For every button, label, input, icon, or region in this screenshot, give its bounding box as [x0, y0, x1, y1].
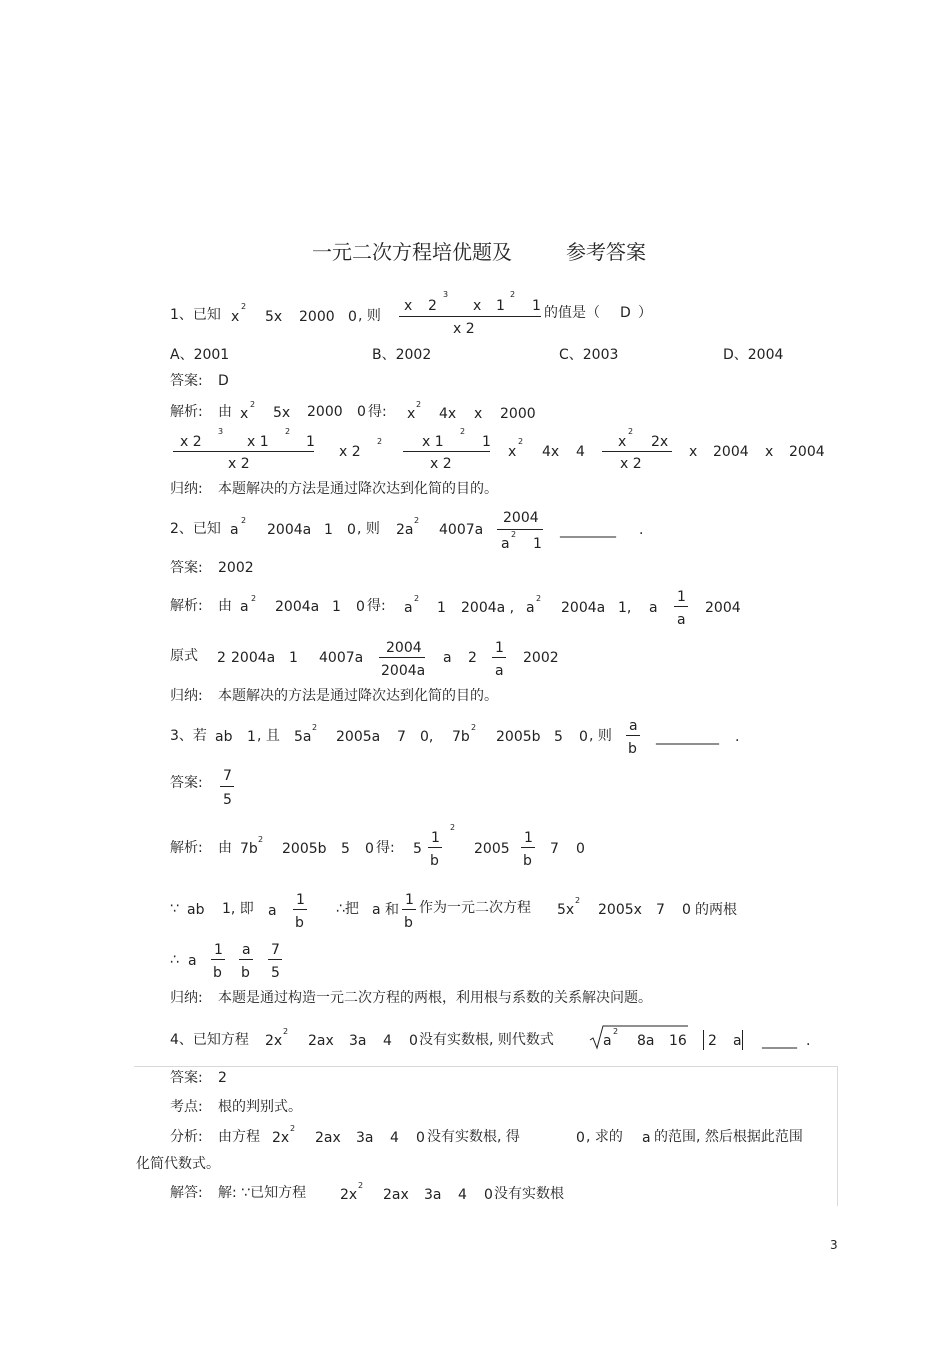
q1-l2-f2-num2: 1	[482, 434, 491, 450]
q2-then: , 则	[357, 521, 380, 537]
q3-l3-2005x: 2005x	[598, 902, 642, 918]
q4-fx-4t: 的范围, 然后根据此范围	[654, 1129, 803, 1145]
title-answers: 参考答案	[566, 240, 646, 264]
q4-jd-4: 4	[458, 1187, 467, 1203]
q2-solution-label: 解析:	[170, 598, 203, 614]
q4-jd-1: 解: ∵已知方程	[218, 1185, 307, 1201]
answer-frame-top	[134, 1066, 838, 1067]
q3-l4-f2-num: a	[242, 942, 251, 958]
q3-l4-f3-bar	[268, 959, 282, 960]
q2-s-exp: 2	[251, 594, 257, 603]
q2-o-4007a: 4007a	[319, 650, 364, 666]
q1-l2-f1-num3: 1	[306, 434, 315, 450]
q3-2005a: 2005a	[336, 729, 381, 745]
q2-s-frac-bar	[674, 606, 688, 607]
q1-l2-f2-bar	[403, 451, 490, 452]
q4-2ax: 2ax	[308, 1033, 334, 1049]
q3-l3-because: ∵	[170, 901, 179, 917]
q2-s-frac-den: a	[677, 612, 686, 628]
q2-0: 0	[347, 522, 356, 538]
q1-sol-xx: x	[474, 406, 483, 422]
q2-o-2004a: 2004a	[231, 650, 276, 666]
q2-frac-den-1: 1	[533, 536, 542, 552]
q3-l4-f2-bar	[239, 959, 253, 960]
q1-tail: 的值是（	[544, 305, 600, 321]
q1-sol-x2: x	[407, 406, 416, 422]
q3-l4-f2-den: b	[241, 965, 250, 981]
q3-answer-den: 5	[223, 792, 232, 808]
q4-topic-label: 考点:	[170, 1099, 203, 1115]
q2-s-1b: 1	[437, 600, 446, 616]
answer-frame-right	[837, 1066, 838, 1206]
q2-s-a4: a	[649, 600, 658, 616]
q3-frac-den: b	[628, 741, 637, 757]
q1-5x: 5x	[265, 309, 283, 325]
q1-option-d: D、2004	[723, 347, 784, 363]
q2-o-2002: 2002	[523, 650, 559, 666]
q1-summary: 本题解决的方法是通过降次达到化简的目的。	[218, 481, 498, 497]
q3-exp2: 2	[471, 723, 477, 732]
q2-o-frac-num: 2004	[386, 640, 422, 656]
q1-l2-f1-exp3: 3	[218, 427, 224, 436]
q3-l3-a: a	[268, 903, 277, 919]
q1-answer: D	[218, 373, 229, 389]
q4-solve-label: 解答:	[170, 1185, 203, 1201]
q4-fx-3a: 3a	[356, 1130, 374, 1146]
q4-fx-2ax: 2ax	[315, 1130, 341, 1146]
q1-option-a: A、2001	[170, 347, 230, 363]
q1-l2-f1-exp2: 2	[285, 427, 291, 436]
q3-prefix: 3、若	[170, 728, 207, 744]
q1-option-b: B、2002	[372, 347, 432, 363]
q1-num-exp2: 2	[510, 290, 516, 299]
q4-analysis-label: 分析:	[170, 1129, 203, 1145]
q1-l2-4x: 4x	[542, 444, 560, 460]
q3-l3-a2: a 和	[372, 902, 400, 918]
q3-l4-f1-bar	[211, 959, 225, 960]
q1-num-x: x	[404, 298, 413, 314]
q1-l2-4: 4	[576, 444, 585, 460]
q3-s-f1-exp: 2	[450, 823, 456, 832]
q1-l2-f1-den: x 2	[228, 456, 250, 472]
q3-0b: 0	[579, 729, 588, 745]
q2-original-label: 原式	[170, 648, 198, 664]
q3-ab: ab	[215, 729, 233, 745]
q1-sol-by: 由	[218, 404, 232, 420]
q4-sq-exp: 2	[613, 1027, 619, 1036]
q2-o-1: 1	[289, 650, 298, 666]
q3-and: , 且	[257, 728, 280, 744]
q2-frac-num: 2004	[503, 510, 539, 526]
q2-s-2004: 2004	[705, 600, 741, 616]
q3-l3-therefore: ∴把	[336, 901, 359, 917]
q2-answer: 2002	[218, 560, 254, 576]
q3-s-2005: 2005	[474, 841, 510, 857]
q4-fx-cont: 化简代数式。	[136, 1156, 220, 1172]
q3-s-f2-den: b	[523, 853, 532, 869]
q2-s-a: a	[240, 599, 249, 615]
q1-l2-f1-num: x 2	[180, 434, 202, 450]
q1-answer-label: 答案:	[170, 373, 203, 389]
q4-sq-8a: 8a	[637, 1033, 655, 1049]
q2-prefix: 2、已知	[170, 521, 221, 537]
q1-num-exp3: 3	[443, 290, 449, 299]
q3-s-f1-bar	[428, 847, 442, 848]
q3-blank: _________	[656, 729, 719, 745]
q1-close: ）	[638, 305, 652, 321]
q3-s-0: 0	[365, 841, 374, 857]
q1-sol-exp2: 2	[416, 400, 422, 409]
q2-blank: ________	[560, 522, 616, 538]
q2-frac-den-exp: 2	[511, 530, 517, 539]
q1-then: , 则	[358, 308, 381, 324]
q3-1: 1	[247, 729, 256, 745]
q2-s-0: 0	[356, 599, 365, 615]
q2-s-get: 得:	[367, 598, 386, 614]
q3-l3-7: 7	[656, 902, 665, 918]
q2-sol-by: 由	[218, 598, 232, 614]
q2-o-frac2-num: 1	[495, 640, 504, 656]
q3-s-0b: 0	[576, 841, 585, 857]
q4-4: 4	[383, 1033, 392, 1049]
q2-s-2004a2: 2004a ,	[461, 600, 515, 616]
q3-summary: 本题是通过构造一元二次方程的两根，利用根与系数的关系解决问题。	[218, 990, 652, 1006]
q1-num-2: 2	[428, 298, 437, 314]
q3-l4-a: a	[188, 953, 197, 969]
q3-dot: .	[735, 729, 740, 745]
q1-sol-5x: 5x	[273, 405, 291, 421]
q3-s-5: 5	[341, 841, 350, 857]
q3-frac-num: a	[629, 718, 638, 734]
q1-sol-get: 得:	[368, 404, 387, 420]
q2-answer-label: 答案:	[170, 560, 203, 576]
q3-s-2005b: 2005b	[282, 841, 327, 857]
q3-l4-therefore: ∴	[170, 952, 179, 968]
q2-2004a: 2004a	[267, 522, 312, 538]
q3-l3-as: 作为一元二次方程	[419, 900, 531, 916]
q4-sq-a: a	[603, 1033, 612, 1049]
q4-fx-2x: 2x	[272, 1130, 290, 1146]
q1-l2-2004b: 2004	[789, 444, 825, 460]
q1-prefix: 1、已知	[170, 307, 221, 323]
q1-l2-xb: x	[765, 444, 774, 460]
q1-l2-x: x	[508, 444, 517, 460]
q3-5: 5	[554, 729, 563, 745]
q1-zero: 0	[348, 309, 357, 325]
q2-frac-den-a: a	[501, 536, 510, 552]
q4-jd-2x: 2x	[340, 1187, 358, 1203]
q2-s-1: 1	[332, 599, 341, 615]
q4-abs-a: a	[733, 1033, 742, 1049]
q3-solution-label: 解析:	[170, 840, 203, 856]
q3-2005b: 2005b	[496, 729, 541, 745]
q4-sq-16: 16	[669, 1033, 687, 1049]
q4-exp: 2	[283, 1027, 289, 1036]
q2-4007a: 4007a	[439, 522, 484, 538]
q2-s-exp2: 2	[414, 594, 420, 603]
q3-l3-f-num: 1	[296, 892, 305, 908]
q1-l2-f2-exp: 2	[460, 427, 466, 436]
q3-l3-f-den: b	[295, 915, 304, 931]
q3-answer-num: 7	[223, 768, 232, 784]
page-number: 3	[830, 1238, 838, 1252]
q2-s-exp3: 2	[536, 594, 542, 603]
q4-answer-label: 答案:	[170, 1070, 203, 1086]
q3-7b: 7b	[452, 729, 470, 745]
q1-l2-f3-den: x 2	[620, 456, 642, 472]
q2-summary: 本题解决的方法是通过降次达到化简的目的。	[218, 688, 498, 704]
q2-frac-bar	[497, 529, 543, 530]
q1-sol-x: x	[240, 406, 249, 422]
q3-answer-label: 答案:	[170, 775, 203, 791]
q1-sol-4x: 4x	[439, 406, 457, 422]
q2-2a: 2a	[396, 522, 414, 538]
q4-fx-0b: 0	[576, 1130, 585, 1146]
q1-num-1: 1	[496, 298, 505, 314]
q2-o-frac-bar	[379, 657, 425, 658]
q3-l3-exp: 2	[575, 896, 581, 905]
q3-l4-f1-den: b	[213, 965, 222, 981]
q1-l2-x-exp: 2	[518, 437, 524, 446]
q2-summary-label: 归纳:	[170, 688, 203, 704]
q4-fx-1: 由方程	[218, 1129, 260, 1145]
q3-l3-f2-bar	[402, 909, 416, 910]
q3-l3-5x: 5x	[557, 902, 575, 918]
q3-s-f2-num: 1	[524, 830, 533, 846]
q1-l2-f3-x: x	[618, 434, 627, 450]
q1-l2-2004a: 2004	[713, 444, 749, 460]
q3-5a: 5a	[294, 729, 312, 745]
q3-summary-label: 归纳:	[170, 990, 203, 1006]
q4-fx-exp: 2	[290, 1124, 296, 1133]
q1-l2-f3-2x: 2x	[651, 434, 669, 450]
q2-s-2004a3: 2004a	[561, 600, 606, 616]
q4-fx-2: 没有实数根, 得	[427, 1129, 520, 1145]
q1-sol-2000b: 2000	[500, 406, 536, 422]
q4-fx-0: 0	[416, 1130, 425, 1146]
q4-3a: 3a	[349, 1033, 367, 1049]
q2-s-frac-num: 1	[677, 589, 686, 605]
q1-x: x	[231, 309, 240, 325]
q1-l2-f3-exp: 2	[628, 427, 634, 436]
q3-l3-f2-num: 1	[405, 892, 414, 908]
q3-s-exp: 2	[258, 835, 264, 844]
q2-o-frac2-bar	[492, 657, 506, 658]
q3-l3-0: 0	[682, 902, 691, 918]
q4-no-root: 没有实数根, 则代数式	[419, 1032, 554, 1048]
q4-fx-a: a	[642, 1130, 651, 1146]
q3-7: 7	[397, 729, 406, 745]
q3-l3-f-bar	[293, 909, 307, 910]
q3-s-f1-den: b	[430, 853, 439, 869]
q4-blank: _____	[762, 1033, 797, 1049]
q3-l3-roots: 的两根	[695, 902, 737, 918]
q2-o-frac2-den: a	[495, 663, 504, 679]
q3-s-f2-bar	[521, 847, 535, 848]
q1-den: x 2	[453, 321, 475, 337]
q4-jd-2ax: 2ax	[383, 1187, 409, 1203]
q4-abs-left-bar	[703, 1030, 704, 1050]
q1-l2-f1-bar	[173, 451, 314, 452]
q3-s-f1-num: 1	[431, 830, 440, 846]
q2-o-a: a	[443, 650, 452, 666]
q1-choice: D	[620, 305, 631, 321]
q2-o-2b: 2	[468, 650, 477, 666]
q1-summary-label: 归纳:	[170, 481, 203, 497]
q4-jd-0: 0	[484, 1187, 493, 1203]
q2-s-2004a: 2004a	[275, 599, 320, 615]
q1-l2-exp: 2	[377, 437, 383, 446]
q4-jd-exp: 2	[358, 1181, 364, 1190]
q4-fx-4: 4	[390, 1130, 399, 1146]
q3-s-7b: 7b	[240, 841, 258, 857]
q2-o-2: 2	[217, 650, 226, 666]
q2-s-a2: a	[404, 600, 413, 616]
q1-sol-2000: 2000	[307, 404, 343, 420]
q3-l4-f1-num: 1	[214, 942, 223, 958]
q2-o-frac-den: 2004a	[381, 663, 426, 679]
q4-answer: 2	[218, 1070, 227, 1086]
q1-fraction-bar	[399, 316, 541, 317]
title-main: 一元二次方程培优题及	[312, 240, 512, 264]
q3-s-5b: 5	[413, 841, 422, 857]
q1-l2-xa: x	[689, 444, 698, 460]
q1-l2-f2-num: x 1	[422, 434, 444, 450]
q4-abs-2: 2	[708, 1033, 717, 1049]
q4-abs-right-bar	[742, 1030, 743, 1050]
q3-l3-f2-den: b	[404, 915, 413, 931]
q1-solution-label: 解析:	[170, 404, 203, 420]
q3-l3-1: 1, 即	[222, 901, 254, 917]
q3-sol-by: 由	[218, 840, 232, 856]
q4-fx-3: , 求的	[586, 1129, 623, 1145]
q3-l4-f3-num: 7	[271, 942, 280, 958]
q1-option-c: C、2003	[559, 347, 619, 363]
q2-a: a	[230, 522, 239, 538]
q2-exp2: 2	[414, 516, 420, 525]
q3-s-get: 得:	[376, 840, 395, 856]
q1-sol-exp: 2	[250, 400, 256, 409]
q4-jd-no: 没有实数根	[494, 1186, 564, 1202]
q1-num-x2: x	[473, 298, 482, 314]
q4-jd-3a: 3a	[424, 1187, 442, 1203]
q1-num-1b: 1	[532, 298, 541, 314]
q1-l2-f3-bar	[602, 451, 672, 452]
q1-2000: 2000	[299, 309, 335, 325]
q3-l3-ab: ab	[187, 902, 205, 918]
q3-s-7: 7	[550, 841, 559, 857]
q4-2x: 2x	[265, 1033, 283, 1049]
q1-sol-0: 0	[357, 404, 366, 420]
q4-0: 0	[409, 1033, 418, 1049]
q2-exp: 2	[241, 516, 247, 525]
q3-l4-f3-den: 5	[271, 965, 280, 981]
q1-l2-f2-den: x 2	[430, 456, 452, 472]
q2-1: 1	[324, 522, 333, 538]
q3-exp: 2	[312, 723, 318, 732]
q3-0: 0,	[420, 729, 434, 745]
q3-answer-bar	[220, 786, 234, 787]
q3-frac-bar	[626, 735, 640, 736]
q2-s-a3: a	[526, 600, 535, 616]
q1-exp: 2	[241, 302, 247, 311]
q4-prefix: 4、已知方程	[170, 1032, 249, 1048]
q1-l2-x2: x 2	[339, 444, 361, 460]
q2-dot: .	[639, 522, 644, 538]
q1-l2-f1-num2: x 1	[247, 434, 269, 450]
q3-then: , 则	[589, 728, 612, 744]
q4-dot: .	[806, 1033, 811, 1049]
q4-topic: 根的判别式。	[218, 1099, 302, 1115]
q2-s-1c: 1,	[618, 600, 632, 616]
